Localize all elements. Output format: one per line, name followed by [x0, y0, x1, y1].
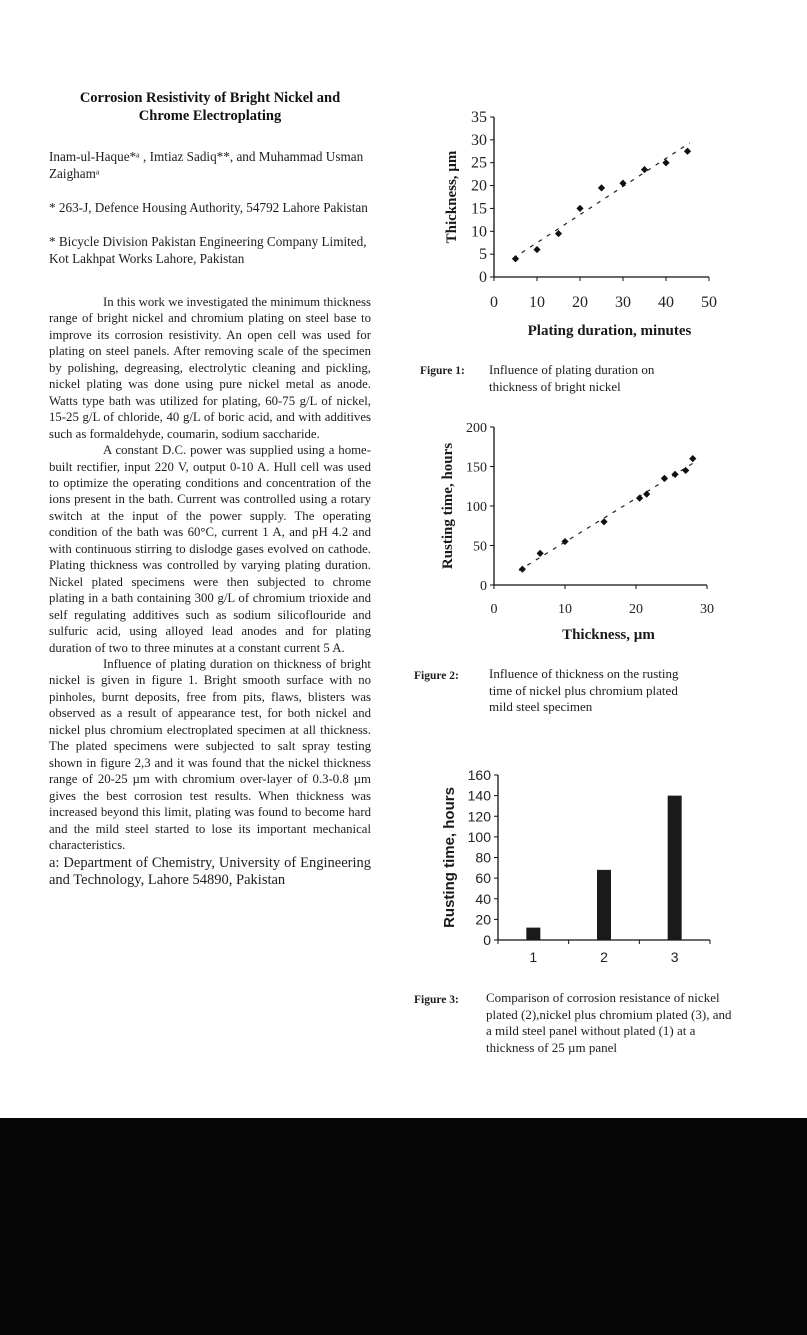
figure-1-label: Figure 1:	[420, 365, 465, 377]
x-tick-label: 10	[529, 294, 545, 311]
paragraph-1: In this work we investigated the minimum thickness range of bright nickel and chromium plating on steel base to improve its corrosion resistivity. An open cell was used for plating on steel panels. After removing scale of the specimen by polishing, degreasing, electrolytic cleaning and pickling, nickel plating was done using pure nickel metal as anode. Watts type bath was utilized for plating, 60-75 g/L of nickel, 15-25 g/L of chloride, 40 g/L of boric acid, and with additives such as formaldehyde, coumarin, sodium saccharide.	[49, 295, 371, 441]
y-tick-label: 30	[471, 131, 487, 149]
x-tick-label: 50	[701, 294, 717, 311]
x-tick-label: 20	[572, 294, 588, 311]
y-tick-label: 50	[473, 539, 487, 555]
y-axis-title: Thickness, µm	[444, 150, 460, 244]
data-point	[598, 184, 605, 191]
figure-3-caption: Comparison of corrosion resistance of nickel plated (2),nickel plus chromium plated (3), and a mild steel panel without plated (1) at a thickness of 25 µm panel	[486, 990, 732, 1055]
x-tick-label: 2	[600, 949, 608, 965]
figure-2-caption: Influence of thickness on the rusting time of nickel plus chromium plated mild steel specimen	[489, 666, 679, 714]
data-point	[519, 566, 526, 573]
figure-2-chart	[430, 415, 730, 650]
y-axis-title: Rusting time, hours	[440, 442, 456, 570]
y-tick-label: 150	[466, 460, 487, 476]
affiliation-1: * 263-J, Defence Housing Authority, 54792 Lahore Pakistan	[49, 200, 368, 215]
title-line-2: Chrome Electroplating	[138, 108, 282, 124]
y-tick-label: 140	[467, 787, 491, 804]
x-tick-label: 10	[558, 602, 572, 617]
trend-line	[519, 461, 697, 570]
figure-3-chart	[430, 762, 730, 965]
trend-line	[513, 143, 689, 258]
y-tick-label: 0	[479, 269, 487, 286]
x-tick-label: 30	[700, 602, 714, 617]
y-tick-label: 35	[471, 109, 487, 126]
x-tick-label: 30	[615, 294, 631, 311]
data-point	[641, 166, 648, 173]
y-tick-label: 10	[471, 223, 487, 241]
x-axis-title: Thickness, µm	[562, 627, 655, 643]
y-tick-label: 0	[483, 932, 491, 948]
affiliation-2: * Bicycle Division Pakistan Engineering Company Limited, Kot Lakhpat Works Lahore, Pakistan	[49, 234, 367, 266]
text-column	[49, 89, 371, 889]
y-tick-label: 120	[467, 808, 491, 825]
scan-background	[0, 1118, 807, 1335]
data-point	[684, 148, 691, 155]
y-tick-label: 20	[475, 911, 491, 928]
figure-2-label: Figure 2:	[414, 670, 459, 682]
y-tick-label: 25	[471, 154, 487, 172]
data-point	[533, 246, 540, 253]
figure-3-label: Figure 3:	[414, 994, 459, 1006]
figure-1-chart	[430, 105, 730, 345]
paragraph-2: A constant D.C. power was supplied using a home-built rectifier, input 220 V, output 0-10 A. Hull cell was used to optimize the operating conditions and concentration of the ions present in the bath. Current was controlled using a rotary switch at the input of the power supply. The operating condition of the bath was 60°C, current 1 A, and pH 4.2 and with continuous stirring to dislodge gases evolved on cathode. Plating thickness was controlled by varying plating duration. Nickel plated specimens were then subjected to chrome plating in a bath containing 300 g/L of chromium trioxide and self regulating additives such as sodium silicoflouride and sulfuric acid, using alloyed lead anodes and for plating duration of two to three minutes at a constant current 5 A.	[49, 443, 371, 655]
y-tick-label: 0	[480, 579, 487, 594]
y-tick-label: 15	[471, 200, 487, 218]
author-list: Inam-ul-Haque*ᵃ , Imtiaz Sadiq**, and Muhammad Usman Zaighamᵃ	[49, 149, 364, 181]
figure-1-svg	[430, 105, 730, 345]
data-point	[643, 491, 650, 498]
data-point	[689, 455, 696, 462]
title-line-1: Corrosion Resistivity of Bright Nickel and	[79, 90, 341, 106]
y-tick-label: 100	[467, 828, 491, 845]
data-point	[661, 475, 668, 482]
paper-title	[49, 89, 371, 125]
data-point	[600, 518, 607, 525]
figure-3-svg	[430, 762, 730, 965]
y-tick-label: 200	[466, 421, 487, 436]
data-point	[671, 471, 678, 478]
y-tick-label: 40	[475, 890, 491, 907]
y-tick-label: 60	[475, 870, 491, 887]
body-text	[49, 294, 371, 853]
bar	[597, 870, 611, 940]
figure-1-caption: Influence of plating duration on thickness of bright nickel	[489, 362, 655, 394]
data-point	[537, 550, 544, 557]
bar	[668, 796, 682, 940]
data-point	[682, 467, 689, 474]
data-point	[619, 180, 626, 187]
data-point	[512, 255, 519, 262]
x-axis-title: Plating duration, minutes	[527, 323, 692, 339]
x-tick-label: 40	[658, 294, 674, 311]
data-point	[662, 159, 669, 166]
x-tick-label: 3	[670, 949, 679, 965]
bar	[526, 928, 540, 940]
data-point	[555, 230, 562, 237]
y-tick-label: 80	[475, 849, 491, 866]
figure-2-svg	[430, 415, 730, 650]
y-tick-label: 160	[467, 767, 491, 783]
paragraph-3: Influence of plating duration on thickness of bright nickel is given in figure 1. Bright smooth surface with no pinholes, burnt deposits, free from pits, flaws, blisters was observed as a result of appearance test, for both nickel and nickel plus chromium electroplated specimen at all thickness. The plated specimens were subjected to salt spray testing shown in figure 2,3 and it was found that the nickel thickness range of 20-25 µm with chromium over-layer of 0.3-0.8 µm gives the best corrosion test results. When thickness was increased beyond this limit, plating was found to become hard and the mild steel started to lose its important mechanical characteristics.	[49, 656, 371, 852]
data-point	[636, 495, 643, 502]
x-tick-label: 0	[490, 294, 498, 311]
x-tick-label: 1	[529, 949, 538, 965]
data-point	[576, 205, 583, 212]
y-tick-label: 5	[479, 246, 487, 264]
footnote-affiliation: a: Department of Chemistry, University of Engineering and Technology, Lahore 54890, Pakistan	[49, 855, 371, 889]
x-tick-label: 0	[490, 602, 498, 617]
y-tick-label: 100	[466, 500, 487, 515]
x-tick-label: 20	[629, 602, 643, 617]
y-axis-title: Rusting time, hours	[441, 787, 458, 928]
y-tick-label: 20	[471, 177, 487, 195]
